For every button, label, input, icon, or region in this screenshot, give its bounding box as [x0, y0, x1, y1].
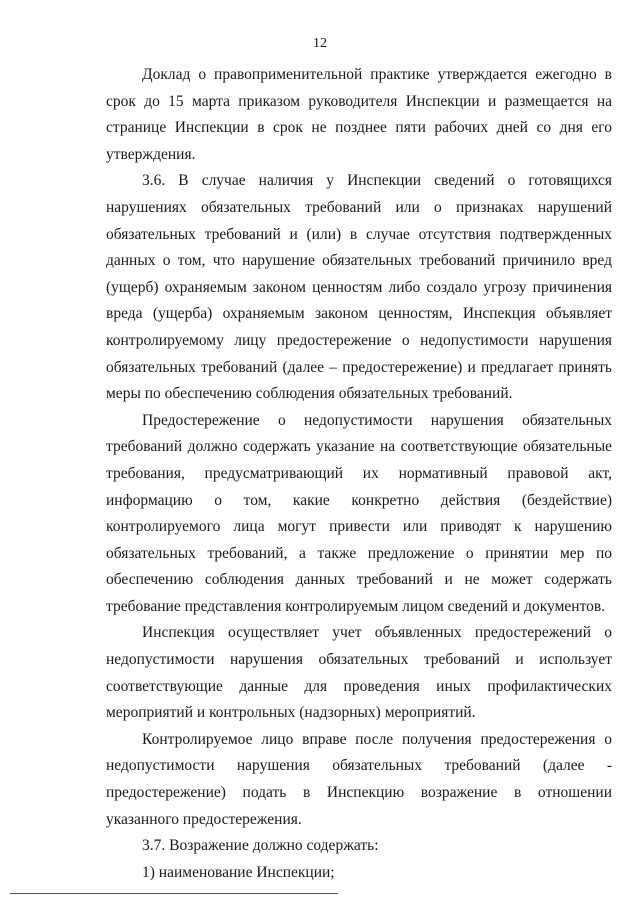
footer-rule — [10, 893, 338, 894]
paragraph-warning-accounting: Инспекция осуществляет учет объявленных предостережений о недопустимости нарушения обязательных требований и использует соответствующие данные для проведения иных профилактических мероприятий и контрольных (надзорных) мероприятий. — [106, 624, 612, 722]
document-body — [106, 62, 612, 886]
paragraph-report-approval: Доклад о правоприменительной практике утверждается ежегодно в срок до 15 марта приказом руководителя Инспекции и размещается на странице Инспекции в срок не позднее пяти рабочих дней со дня его утверждения. — [106, 66, 612, 163]
list-item-inspection-name: 1) наименование Инспекции; — [142, 863, 335, 881]
paragraph-warning-content: Предостережение о недопустимости нарушения обязательных требований должно содержать указание на соответствующие обязательные требования, предусматривающий их нормативный правовой акт, информацию о том, какие конкретно действия (бездействие) контролируемого лица могут привести или приводят к нарушению обязательных требований, а также предложение о принятии мер по обеспечению соблюдения данных требований и не может содержать требование представления контролируемым лицом сведений и документов. — [106, 411, 612, 615]
paragraph-3-6-warning: 3.6. В случае наличия у Инспекции сведений о готовящихся нарушениях обязательных требований или о признаках нарушений обязательных требований и (или) в случае отсутствия подтвержденных данных о том, что нарушение обязательных требований причинило вред (ущерб) охраняемым законом ценностям либо создало угрозу причинения вреда (ущерба) охраняемым законом ценностям, Инспекция объявляет контролируемому лицу предостережение о недопустимости нарушения обязательных требований (далее – предостережение) и предлагает принять меры по обеспечению соблюдения обязательных требований. — [106, 172, 612, 403]
paragraph-3-7-objection: 3.7. Возражение должно содержать: — [142, 837, 379, 855]
page-number: 12 — [313, 36, 327, 51]
paragraph-objection-right: Контролируемое лицо вправе после получения предостережения о недопустимости нарушения обязательных требований (далее - предостережение) подать в Инспекцию возражение в отношении указанного предостережения. — [106, 730, 612, 828]
